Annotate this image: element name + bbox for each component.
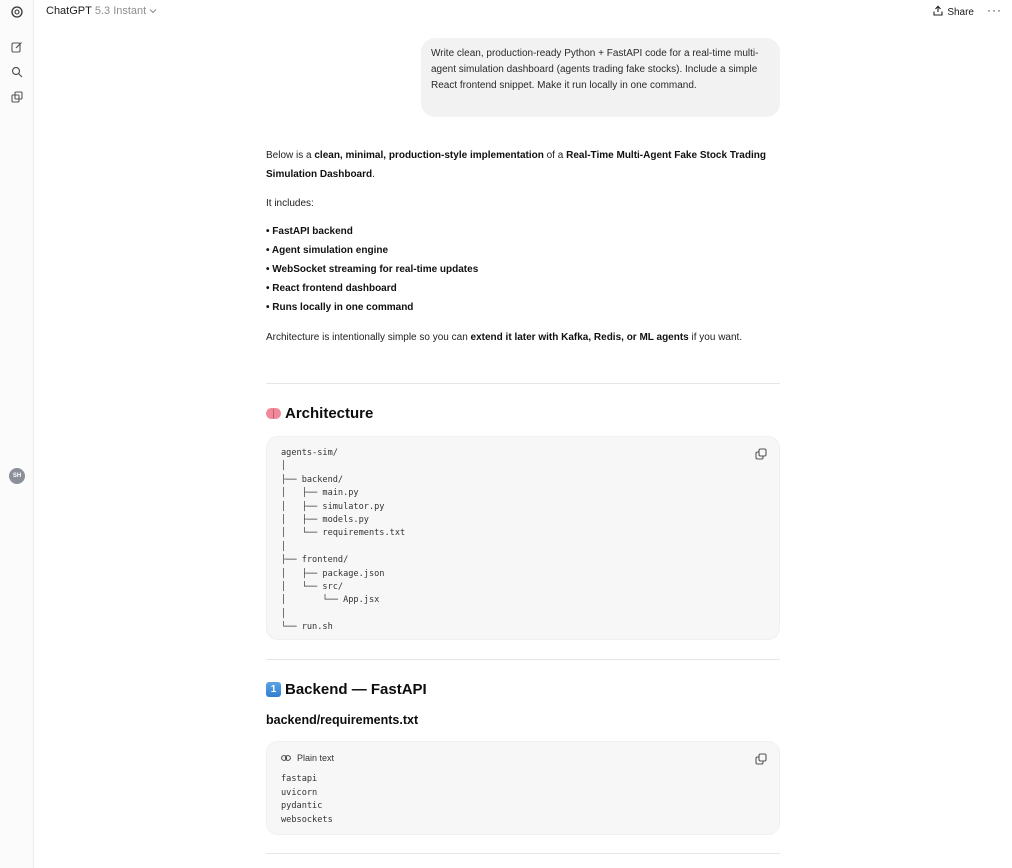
- brain-icon: [266, 408, 281, 419]
- list-item: • FastAPI backend: [266, 226, 353, 237]
- intro-bold-1: clean, minimal, production-style implementation: [314, 150, 544, 161]
- code-block-tree: [266, 436, 780, 640]
- directory-tree: agents-sim/ │ ├── backend/ │ ├── main.py │ ├── simulator.py │ ├── models.py │ └── requirements.txt │ ├── frontend/ │ ├── package.json │ └── src/ │ └── App.jsx │ └── run.sh: [281, 448, 406, 633]
- requirements-code: fastapi uvicorn pydantic websockets: [281, 774, 333, 825]
- link-icon: [281, 753, 291, 763]
- share-label: Share: [947, 6, 974, 18]
- divider: [266, 853, 780, 854]
- number-one-icon: 1: [266, 682, 281, 697]
- section-heading-backend: [266, 681, 427, 698]
- search-icon[interactable]: [8, 63, 26, 81]
- intro-text: Below is a: [266, 150, 315, 161]
- includes-text: It includes:: [266, 198, 314, 209]
- list-item: • WebSocket streaming for real-time updates: [266, 264, 479, 275]
- list-item: • Agent simulation engine: [266, 245, 389, 256]
- new-chat-icon[interactable]: [8, 38, 26, 56]
- intro-text-mid: of a: [543, 150, 567, 161]
- top-bar: [34, 0, 1012, 26]
- model-version: 5.3 Instant: [94, 5, 147, 17]
- arch-end: if you want.: [688, 332, 743, 343]
- feature-list: [266, 222, 780, 317]
- arch-text: Architecture is intentionally simple so you can: [266, 332, 471, 343]
- library-icon[interactable]: [8, 88, 26, 106]
- copy-icon[interactable]: [755, 752, 767, 764]
- divider: [266, 659, 780, 660]
- section-title: Architecture: [285, 405, 374, 422]
- avatar[interactable]: SH: [9, 468, 25, 484]
- intro-bold-2: Real-Time Multi-Agent Fake Stock Trading Simulation Dashboard: [266, 150, 766, 180]
- model-selector[interactable]: [46, 5, 157, 17]
- share-icon: [933, 5, 943, 19]
- list-item: • Runs locally in one command: [266, 302, 414, 313]
- arch-bold: extend it later with Kafka, Redis, or ML agents: [470, 332, 689, 343]
- code-language-label: [281, 753, 334, 763]
- divider: [266, 383, 780, 384]
- file-heading: backend/requirements.txt: [266, 713, 419, 727]
- share-button[interactable]: [933, 5, 974, 19]
- code-block-requirements: [266, 741, 780, 835]
- includes-label: [266, 194, 780, 213]
- list-item: • React frontend dashboard: [266, 283, 397, 294]
- code-lang-text: Plain text: [297, 753, 335, 763]
- answer-intro: [266, 146, 780, 184]
- section-heading-architecture: [266, 405, 373, 422]
- intro-end: .: [372, 169, 375, 180]
- more-options-button[interactable]: ···: [987, 3, 1002, 17]
- copy-icon[interactable]: [755, 447, 767, 459]
- sidebar: [0, 0, 34, 868]
- section-title: Backend — FastAPI: [285, 681, 427, 698]
- model-name: ChatGPT: [46, 5, 92, 17]
- architecture-note: [266, 328, 780, 347]
- user-message-bubble: Write clean, production-ready Python + FastAPI code for a real-time multi-agent simulation dashboard (agents trading fake stocks). Include a simple React frontend snippet. Make it run locally in one command.: [421, 38, 780, 117]
- chevron-down-icon: [149, 5, 157, 17]
- logo-icon[interactable]: [8, 3, 26, 21]
